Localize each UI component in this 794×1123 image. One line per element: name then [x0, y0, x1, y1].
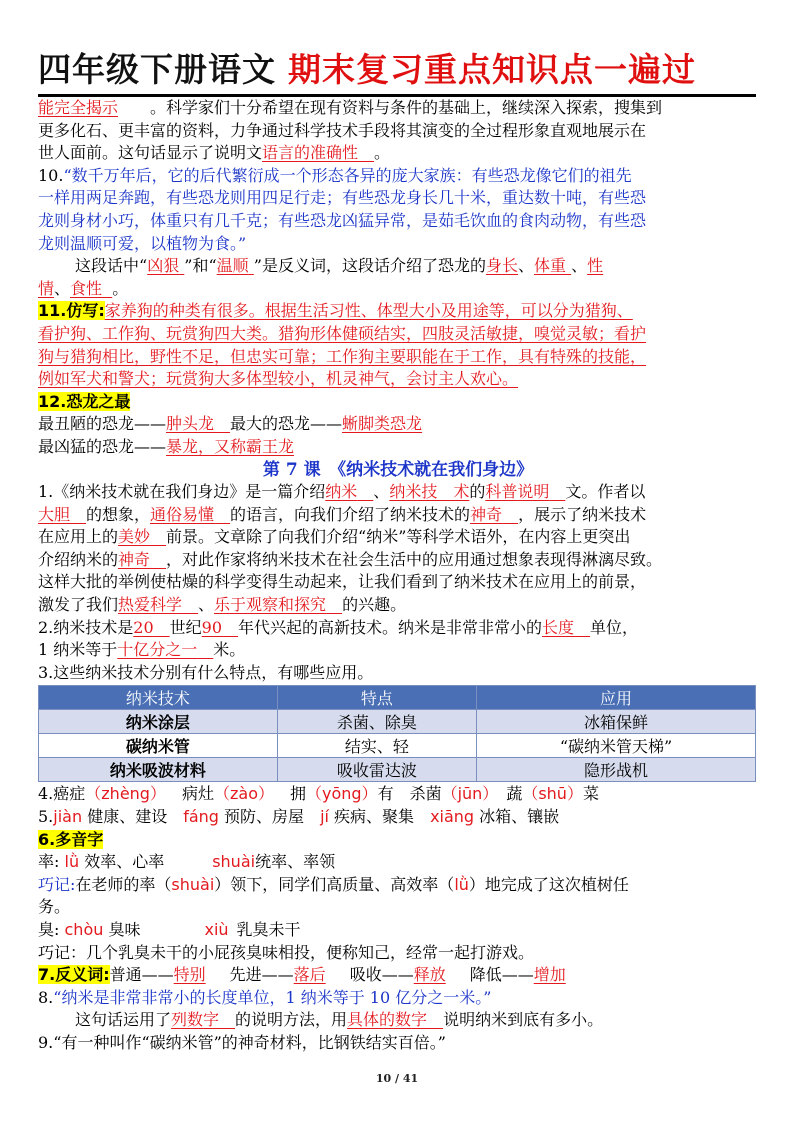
paragraph-line — [38, 806, 758, 829]
paragraph-line — [38, 413, 758, 436]
item-number: 8. — [38, 987, 54, 1007]
text: 在老师的率（ — [75, 874, 172, 894]
paragraph-line — [38, 187, 758, 210]
text: 的语言，向我们介绍了纳米技术的 — [230, 504, 471, 524]
text: 。科学家们十分希望在现有资料与条件的基础上，继续深入探索，搜集到 — [150, 98, 663, 117]
text: 、 — [571, 256, 588, 276]
pinyin: （zhèng） — [85, 784, 166, 804]
text: 。 — [374, 143, 391, 163]
text: 文。作者以 — [565, 482, 646, 502]
text: 4.癌症 — [38, 784, 86, 804]
text: 最丑陋的恐龙—— — [38, 414, 167, 434]
paragraph-line — [38, 233, 758, 256]
paragraph-line — [38, 639, 758, 662]
text: 健康、建设 — [87, 807, 168, 827]
column-header: 纳米技术 — [39, 686, 278, 710]
text: 疾病、聚集 — [334, 807, 415, 827]
section-label: 6.多音字 — [38, 829, 104, 849]
text: 的想象， — [86, 504, 151, 524]
answer-blank: 热爱科学 — [118, 595, 183, 615]
paragraph-line — [38, 662, 758, 685]
text: 巧记：几个乳臭未干的小屁孩臭味相投，便称知己，经常一起打游戏。 — [38, 942, 535, 962]
text: 更多化石、更丰富的资料，力争通过科学技术手段将其演变的全过程形象直观地展示在 — [38, 120, 647, 140]
quote-text: 一样用两足奔跑，有些恐龙则用四足行走；有些恐龙身长几十米，重达数十吨，有些恐 — [38, 188, 647, 208]
table-cell: 吸收雷达波 — [277, 758, 476, 782]
pinyin: lǜ — [454, 874, 469, 894]
paragraph-line — [38, 142, 758, 165]
document-body — [38, 97, 758, 1055]
answer-blank: 神奇 — [118, 549, 151, 569]
header-title-left: 四年级下册语文 — [38, 50, 276, 89]
column-header: 应用 — [477, 686, 756, 710]
text: 激发了我们 — [38, 595, 119, 615]
pinyin: jí — [320, 807, 329, 827]
page-number: 10 / 41 — [375, 1072, 419, 1085]
answer-text: 例如军犬和警犬；玩赏狗大多体型较小，机灵神气，会讨主人欢心。 — [38, 369, 519, 389]
column-header: 特点 — [277, 686, 476, 710]
text: 5. — [38, 807, 54, 827]
paragraph-line — [38, 526, 758, 549]
paragraph-line — [38, 851, 758, 874]
pinyin: fáng — [183, 807, 219, 827]
paragraph-line — [38, 120, 758, 143]
paragraph-line — [38, 829, 758, 852]
answer-text: 看护狗、工作狗、玩赏狗四大类。猎狗形体健硕结实，四肢灵活敏捷，嗅觉灵敏；看护 — [38, 323, 647, 343]
text: 这段话中“ — [75, 256, 148, 276]
text: 务。 — [38, 897, 71, 917]
section-label: 7.反义词: — [38, 965, 110, 985]
quote-text: “数千万年后，它的后代繁衍成一个形态各异的庞大家族：有些恐龙像它们的祖先 — [63, 165, 632, 185]
answer-blank: 大胆 — [38, 504, 71, 524]
text: 率: — [38, 852, 60, 872]
paragraph-line — [38, 571, 758, 594]
text: 说明纳米到底有多小。 — [443, 1010, 604, 1030]
pinyin: lǜ — [64, 852, 80, 872]
answer-blank: 纳米 — [325, 482, 358, 502]
text: 有 杀菌 — [377, 784, 442, 804]
text: 、 — [517, 256, 534, 276]
text: 。 — [112, 278, 129, 298]
text: 在应用上的 — [38, 527, 119, 547]
header-title-right: 期末复习重点知识点一遍过 — [288, 50, 696, 89]
text: 、 — [198, 595, 215, 615]
pinyin: shuài — [212, 852, 256, 872]
text: 普通—— — [109, 965, 174, 985]
table-row — [39, 734, 756, 758]
answer-blank: 性 — [587, 256, 604, 276]
text: 世纪 — [169, 617, 202, 637]
pinyin: jiàn — [53, 807, 83, 827]
paragraph-line — [38, 1009, 758, 1032]
table-cell: 碳纳米管 — [39, 734, 278, 758]
text: 效率、心率 — [84, 852, 165, 872]
answer-blank: 纳米技 术 — [389, 482, 470, 502]
text: 臭: — [38, 920, 60, 939]
paragraph-line — [38, 594, 758, 617]
answer-blank: 20 — [133, 617, 154, 637]
answer-blank: 具体的数字 — [347, 1010, 428, 1030]
text: 世人面前。这句话显示了说明文 — [38, 143, 263, 163]
answer-blank: 肿头龙 — [166, 414, 215, 434]
paragraph-line — [38, 617, 758, 640]
page-header — [38, 44, 756, 97]
paragraph-line — [38, 896, 758, 919]
text: 、 — [54, 278, 71, 298]
text: 1 纳米等于 — [38, 640, 118, 660]
table-cell: “碳纳米管天梯” — [477, 734, 756, 758]
text: 9.“有一种叫作“碳纳米管”的神奇材料，比钢铁结实百倍。” — [38, 1032, 446, 1052]
text: 最凶猛的恐龙—— — [38, 436, 167, 456]
text: 的说明方法，用 — [235, 1010, 348, 1030]
paragraph-line — [38, 255, 758, 278]
text: 预防、房屋 — [224, 807, 305, 827]
pinyin: （yōng） — [306, 784, 378, 804]
text: 2.纳米技术是 — [38, 617, 134, 637]
item-number: 10. — [38, 165, 64, 185]
text: ”是反义词，这段话介绍了恐龙的 — [253, 256, 486, 276]
answer-blank: 列数字 — [171, 1010, 220, 1030]
text: ）地完成了这次植树任 — [468, 874, 629, 894]
paragraph-line — [38, 368, 758, 391]
answer-blank: 释放 — [413, 965, 446, 985]
pinyin: （jūn） — [441, 784, 499, 804]
answer-blank: 语言的准确性 — [262, 143, 359, 163]
paragraph-line — [38, 165, 758, 188]
text: 降低—— — [469, 965, 534, 985]
text: 的 — [469, 482, 486, 502]
quote-text: “纳米是非常非常小的长度单位，1 纳米等于 10 亿分之一米。” — [53, 987, 492, 1007]
text: 冰箱、镶嵌 — [479, 807, 560, 827]
answer-blank: 长度 — [542, 617, 575, 637]
text: 蔬 — [506, 784, 523, 804]
quote-text: 龙则温顺可爱，以植物为食。” — [38, 233, 247, 253]
answer-text: 狗与猎狗相比，野性不足，但忠实可靠；工作狗主要职能在于工作，具有特殊的技能， — [38, 346, 647, 366]
text: ）领下，同学们高质量、高效率（ — [214, 874, 455, 894]
text: ，对此作家将纳米技术在社会生活中的应用通过想象表现得淋漓尽致。 — [166, 549, 663, 569]
paragraph-line — [38, 549, 758, 572]
paragraph-line — [38, 964, 758, 987]
paragraph-line — [38, 300, 758, 323]
table-cell: 结实、轻 — [277, 734, 476, 758]
paragraph-line — [38, 1032, 758, 1055]
text: 前景。文章除了向我们介绍“纳米”等科学术语外，在内容上更突出 — [166, 527, 631, 547]
answer-blank: 落后 — [293, 965, 326, 985]
text: ，展示了纳米技术 — [518, 504, 647, 524]
text: 单位， — [590, 617, 639, 637]
table-cell: 纳米吸波材料 — [39, 758, 278, 782]
lesson-title: 第 7 课 《纳米技术就在我们身边》 — [262, 459, 534, 480]
text: 1.《纳米技术就在我们身边》是一篇介绍 — [38, 482, 326, 502]
quote-text: 龙则身材小巧，体重只有几千克；有些恐龙凶猛异常，是茹毛饮血的食肉动物，有些恐 — [38, 210, 647, 230]
text: 年代兴起的高新技术。纳米是非常非常小的 — [238, 617, 543, 637]
paragraph-line — [38, 919, 758, 942]
answer-text: 家养狗的种类有很多。根据生活习性、体型大小及用途等，可以分为猎狗、 — [104, 301, 633, 321]
pinyin: xiù — [204, 920, 229, 939]
pinyin: shuài — [171, 874, 215, 894]
section-label: 12.恐龙之最 — [38, 391, 131, 411]
text: 病灶 — [181, 784, 214, 804]
text: 、 — [373, 482, 390, 502]
nano-tech-table — [38, 685, 756, 782]
answer-blank: 蜥脚类恐龙 — [342, 414, 423, 434]
paragraph-line — [38, 278, 758, 301]
answer-blank: 情 — [38, 278, 55, 298]
answer-blank: 凶狠 — [147, 256, 180, 276]
paragraph-line — [38, 391, 758, 414]
answer-blank: 能完全揭示 — [38, 98, 119, 117]
section-label: 11.仿写: — [38, 301, 105, 321]
pinyin: xiāng — [430, 807, 475, 827]
paragraph-line — [38, 987, 758, 1010]
paragraph-line — [38, 436, 758, 459]
answer-blank: 食性 — [70, 278, 103, 298]
table-header-row — [39, 686, 756, 710]
answer-blank: 身长 — [485, 256, 518, 276]
answer-blank: 暴龙，又称霸王龙 — [166, 436, 295, 456]
table-cell: 纳米涂层 — [39, 710, 278, 734]
pinyin: chòu — [64, 920, 104, 939]
table-row — [39, 758, 756, 782]
answer-blank: 温顺 — [216, 256, 249, 276]
text: 最大的恐龙—— — [230, 414, 343, 434]
paragraph-line — [38, 323, 758, 346]
text: 介绍纳米的 — [38, 549, 119, 569]
answer-blank: 神奇 — [470, 504, 503, 524]
paragraph-line — [38, 504, 758, 527]
paragraph-line — [38, 210, 758, 233]
text: 先进—— — [229, 965, 294, 985]
answer-blank: 通俗易懂 — [150, 504, 215, 524]
answer-blank: 90 — [201, 617, 223, 637]
paragraph-line — [38, 346, 758, 369]
paragraph-line — [38, 481, 758, 504]
text: 臭味 — [108, 920, 141, 939]
text: 菜 — [582, 784, 599, 804]
text: 吸收—— — [349, 965, 414, 985]
mnemonic-label: 巧记: — [38, 874, 76, 894]
text: 3.这些纳米技术分别有什么特点，有哪些应用。 — [38, 662, 374, 682]
table-row — [39, 710, 756, 734]
answer-blank: 体重 — [534, 256, 567, 276]
paragraph-line — [38, 942, 758, 965]
paragraph-line — [38, 783, 758, 806]
table-cell: 冰箱保鲜 — [477, 710, 756, 734]
text: 米。 — [213, 640, 246, 660]
table-cell: 隐形战机 — [477, 758, 756, 782]
text: 拥 — [289, 784, 306, 804]
answer-blank: 乐于观察和探究 — [214, 595, 327, 615]
paragraph-line — [38, 97, 758, 120]
text: 的兴趣。 — [342, 595, 407, 615]
table-cell: 杀菌、除臭 — [277, 710, 476, 734]
answer-blank: 特别 — [173, 965, 206, 985]
answer-blank: 增加 — [533, 965, 566, 985]
answer-blank: 美妙 — [118, 527, 151, 547]
text: 这句话运用了 — [75, 1010, 172, 1030]
text: 统率、率领 — [255, 852, 336, 872]
text: 这样大批的举例使枯燥的科学变得生动起来，让我们看到了纳米技术在应用上的前景， — [38, 572, 647, 592]
text: ”和“ — [184, 256, 217, 276]
answer-blank: 科普说明 — [485, 482, 550, 502]
text: 乳臭未干 — [236, 920, 301, 939]
paragraph-line — [38, 874, 758, 897]
pinyin: （zào） — [213, 784, 274, 804]
pinyin: （shū） — [522, 784, 583, 804]
answer-blank: 十亿分之一 — [117, 640, 198, 660]
